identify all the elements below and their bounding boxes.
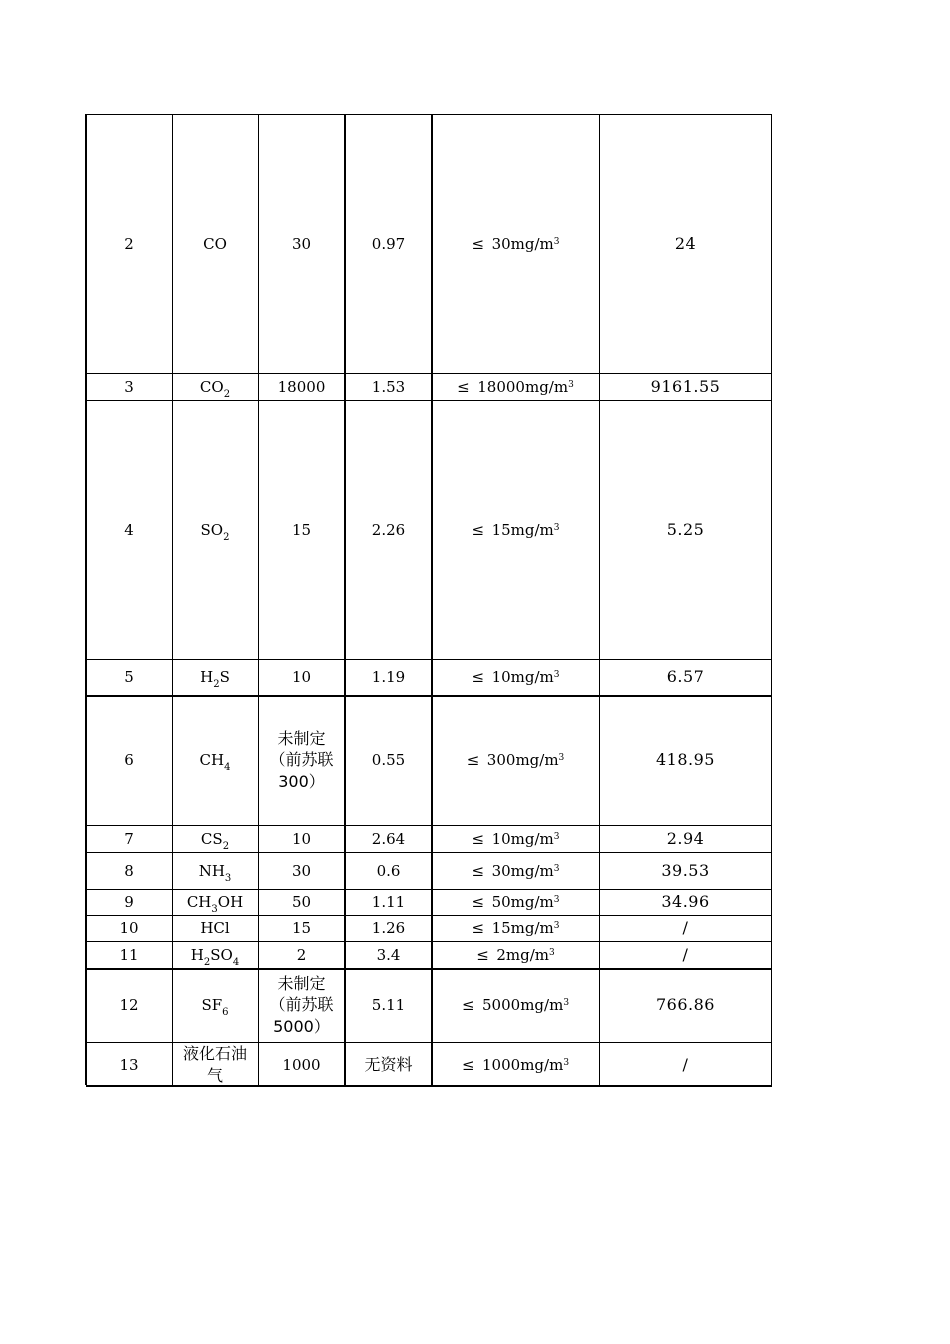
substance-formula: $H_2SO_4$: [190, 945, 240, 968]
requirement: ≤ $30mg/m^3$: [471, 234, 560, 253]
requirement: ≤ $300mg/m^3$: [466, 751, 565, 769]
measured-value: 6.57: [666, 667, 705, 687]
ratio-value: 1.53: [371, 377, 406, 396]
standard-limit: 10: [291, 829, 312, 848]
standard-limit: 30: [291, 234, 312, 253]
measured-value: 9161.55: [650, 376, 721, 396]
measured-value: 24: [674, 233, 697, 253]
measured-value: 34.96: [661, 892, 710, 912]
measured-value: 5.25: [666, 519, 705, 539]
substance-formula: CO: [203, 234, 227, 253]
row-number: 6: [124, 751, 134, 769]
standard-limit: 15: [291, 919, 312, 937]
standard-limit: 18000: [277, 377, 326, 396]
requirement: ≤ $15mg/m^3$: [471, 919, 560, 937]
measured-value: 2.94: [666, 828, 705, 848]
standard-limit: 未制定（前苏联300）: [269, 728, 334, 791]
row-number: 3: [124, 377, 134, 396]
row-number: 2: [124, 234, 134, 253]
requirement: ≤ $30mg/m^3$: [471, 861, 560, 880]
standard-limit: 50: [291, 893, 312, 911]
data-table: [86, 114, 772, 1087]
row-number: 13: [119, 1055, 139, 1074]
standard-limit: 15: [291, 520, 312, 539]
ratio-value: 无资料: [364, 1054, 413, 1074]
ratio-value: 1.26: [371, 919, 406, 937]
ratio-value: 2.26: [371, 520, 406, 539]
row-number: 10: [119, 919, 139, 937]
requirement: ≤ $1000mg/m^3$: [461, 1055, 570, 1074]
row-number: 5: [124, 668, 134, 686]
measured-value: /: [682, 944, 689, 964]
row-number: 9: [124, 893, 134, 911]
substance-formula: $NH_3$: [198, 861, 232, 884]
row-number: 12: [119, 996, 139, 1014]
row-number: 7: [124, 829, 134, 848]
substance-formula: 液化石油气: [182, 1043, 247, 1085]
row-number: 11: [119, 945, 139, 964]
requirement: ≤ $18000mg/m^3$: [457, 377, 574, 396]
measured-value: 39.53: [661, 860, 710, 880]
ratio-value: 5.11: [371, 996, 406, 1014]
requirement: ≤ $10mg/m^3$: [471, 668, 560, 686]
ratio-value: 3.4: [376, 945, 401, 964]
substance-formula: HCl: [200, 919, 230, 937]
ratio-value: 0.97: [371, 234, 406, 253]
measured-value: /: [682, 1054, 689, 1074]
row-number: 4: [124, 520, 134, 539]
standard-limit: 10: [291, 668, 312, 686]
ratio-value: 0.55: [371, 751, 406, 769]
standard-limit: 30: [291, 861, 312, 880]
substance-formula: $H_2S$: [200, 668, 230, 690]
measured-value: 418.95: [656, 750, 715, 770]
row-number: 8: [124, 861, 134, 880]
substance-formula: $CO_2$: [199, 377, 231, 400]
standard-limit: 1000: [282, 1055, 321, 1074]
substance-formula: $CS_2$: [200, 829, 230, 852]
requirement: ≤ $10mg/m^3$: [471, 829, 560, 848]
ratio-value: 1.11: [371, 893, 406, 911]
substance-formula: $CH_3OH$: [186, 893, 244, 915]
substance-formula: $SO_2$: [200, 520, 230, 543]
requirement: ≤ $2mg/m^3$: [476, 945, 555, 964]
requirement: ≤ $5000mg/m^3$: [461, 996, 570, 1014]
measured-value: 766.86: [656, 995, 715, 1015]
ratio-value: 2.64: [371, 829, 406, 848]
substance-formula: $CH_4$: [199, 751, 231, 773]
substance-formula: $SF_6$: [201, 996, 229, 1018]
ratio-value: 0.6: [376, 861, 401, 880]
standard-limit: 未制定（前苏联5000）: [269, 973, 334, 1036]
ratio-value: 1.19: [371, 668, 406, 686]
requirement: ≤ $15mg/m^3$: [471, 520, 560, 539]
requirement: ≤ $50mg/m^3$: [471, 893, 560, 911]
measured-value: /: [682, 918, 689, 938]
standard-limit: 2: [296, 945, 307, 964]
